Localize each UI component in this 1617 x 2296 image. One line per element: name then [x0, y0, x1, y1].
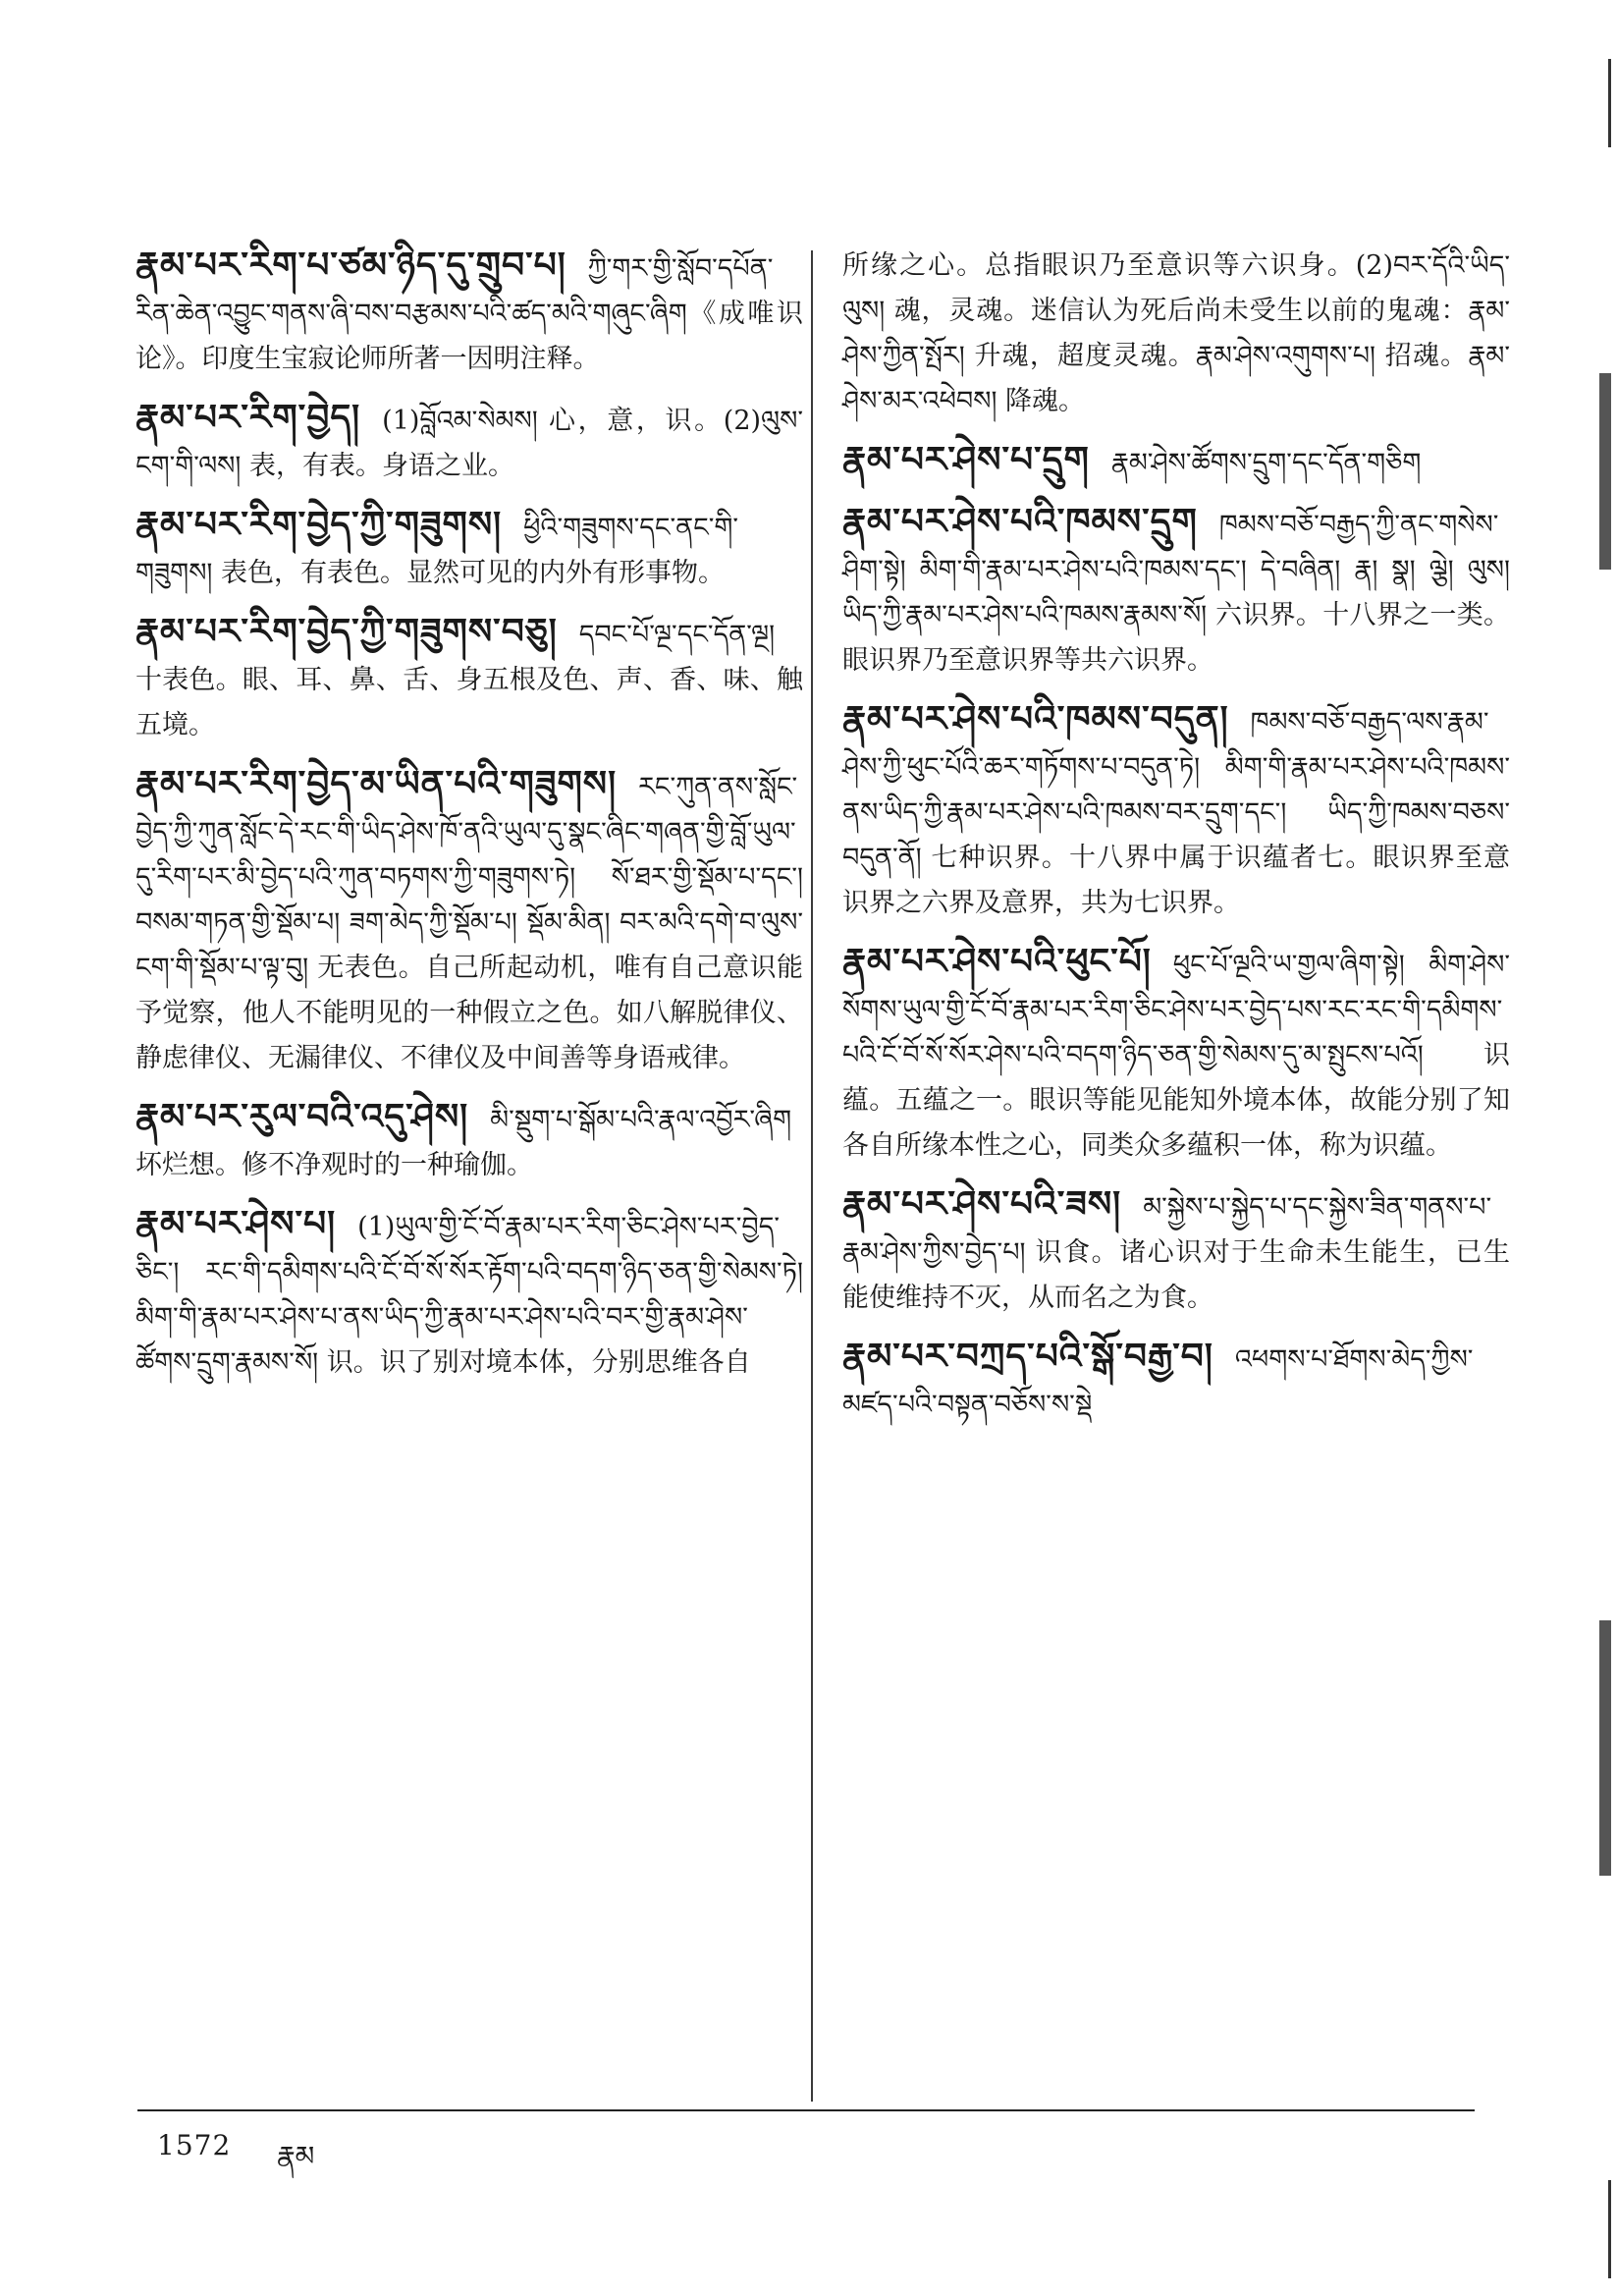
- dictionary-entry: [135, 762, 803, 1081]
- binding-mark: [1599, 373, 1611, 570]
- entry-definition: རྣམ་ཤེས་ཚོགས་དྲུག་དང་དོན་གཅིག: [1110, 448, 1422, 478]
- dictionary-entry: [842, 1335, 1510, 1428]
- entry-definition: ཀྱི་གར་གྱི་སློབ་དཔོན་རིན་ཆེན་འབྱུང་གནས་ཞི་བས་བརྩམས་པའི་ཚད་མའི་གཞུང་ཞིག《成唯识论》。印度生宝寂论师所著一因明注释。: [135, 253, 803, 374]
- entry-headword: རྣམ་པར་ཤེས་པའི་ཁམས་དྲུག: [842, 502, 1198, 542]
- dictionary-entry: [135, 244, 803, 382]
- entry-headword: རྣམ་པར་ཤེས་པའི་ཕུང་པོ།: [842, 942, 1152, 982]
- right-column: [842, 244, 1510, 1442]
- entry-headword: རྣམ་པར་ཤེས་པ་དྲུག: [842, 440, 1090, 480]
- dictionary-entry: [842, 500, 1510, 683]
- dictionary-entry: [135, 396, 803, 489]
- entry-definition: མི་སྡུག་པ་སྒོམ་པའི་རྣལ་འབྱོར་ཞིག 坏烂想。修不净观时的一种瑜伽。: [135, 1105, 792, 1180]
- column-divider: [811, 250, 813, 2102]
- dictionary-entry: [135, 1095, 803, 1188]
- entry-definition: རང་ཀུན་ནས་སློང་བྱེད་ཀྱི་ཀུན་སློང་དེ་རང་གི་ཡིད་ཤེས་ཁོ་ནའི་ཡུལ་དུ་སྣང་ཞིང་གཞན་གྱི་བློ་ཡུལ་དུ་རིག་པར་མི་བྱེད་པའི་ཀུན་བཏགས་ཀྱི་གཟུགས་ཏེ། སོ་ཐར་གྱི་སྡོམ་པ་དང་། བསམ་གཏན་གྱི་སྡོམ་པ། ཟག་མེད་ཀྱི་སྡོམ་པ། སྡོམ་མིན། བར་མའི་དགེ་བ་ལུས་ངག་གི་སྡོམ་པ་ལྟ་བུ། 无表色。自己所起动机，唯有自己意识能予觉察，他人不能明见的一种假立之色。如八解脱律仪、静虑律仪、无漏律仪、不律仪及中间善等身语戒律。: [135, 772, 803, 1073]
- left-column: [135, 244, 803, 1399]
- entry-headword: རྣམ་པར་རིག་བྱེད་ཀྱི་གཟུགས།: [135, 505, 503, 545]
- dictionary-entry: [842, 940, 1510, 1169]
- entry-definition: (1)ཡུལ་གྱི་ངོ་བོ་རྣམ་པར་རིག་ཅིང་ཤེས་པར་བྱེད་ཅིང་། རང་གི་དམིགས་པའི་ངོ་བོ་སོ་སོར་རྟོག་པའི་བདག་ཉིད་ཅན་གྱི་སེམས་ཏེ། མིག་གི་རྣམ་པར་ཤེས་པ་ནས་ཡིད་ཀྱི་རྣམ་པར་ཤེས་པའི་བར་གྱི་རྣམ་ཤེས་ཚོགས་དྲུག་རྣམས་སོ། 识。识了别对境本体，分别思维各自: [135, 1212, 803, 1378]
- entry-definition: ཕུང་པོ་ལྔའི་ཡ་གྱལ་ཞིག་སྟེ། མིག་ཤེས་སོགས་ཡུལ་གྱི་ངོ་བོ་རྣམ་པར་རིག་ཅིང་ཤེས་པར་བྱེད་པས་རང་རང་གི་དམིགས་པའི་ངོ་བོ་སོ་སོར་ཤེས་པའི་བདག་ཉིད་ཅན་གྱི་སེམས་དུ་མ་སྤུངས་པའོ། 识蕴。五蕴之一。眼识等能见能知外境本体，故能分别了知各自所缘本性之心，同类众多蕴积一体，称为识蕴。: [842, 950, 1510, 1161]
- dictionary-entry: [842, 438, 1510, 486]
- entry-headword: རྣམ་པར་རིག་བྱེད།: [135, 398, 361, 438]
- binding-mark: [1599, 1620, 1611, 1876]
- entry-definition: ཁམས་བཅོ་བརྒྱད་ཀྱི་ནང་གསེས་ཤིག་སྟེ། མིག་གི་རྣམ་པར་ཤེས་པའི་ཁམས་དང་། དེ་བཞིན། རྣ། སྣ། ལྕེ། ལུས། ཡིད་ཀྱི་རྣམ་པར་ཤེས་པའི་ཁམས་རྣམས་སོ། 六识界。十八界之一类。眼识界乃至意识界等共六识界。: [842, 510, 1510, 676]
- entry-headword: རྣམ་པར་ཤེས་པའི་ཁམས་བདུན།: [842, 699, 1229, 739]
- entry-definition: 所缘之心。总指眼识乃至意识等六识身。(2)བར་དོའི་ཡིད་ལུས། 魂，灵魂。迷信认为死后尚未受生以前的鬼魂：རྣམ་ཤེས་ཀྱིན་སྤོར། 升魂，超度灵魂。རྣམ་ཤེས་འགུགས་པ། 招魂。རྣམ་ཤེས་མར་འཕེབས། 降魂。: [842, 250, 1510, 416]
- entry-definition: ཕྱིའི་གཟུགས་དང་ནང་གི་གཟུགས། 表色，有表色。显然可见的内外有形事物。: [135, 513, 739, 588]
- binding-edge-marks: [1558, 0, 1617, 2296]
- entry-definition: ཁམས་བཅོ་བརྒྱད་ལས་རྣམ་ཤེས་ཀྱི་ཕུང་པོའི་ཆར་གཏོགས་པ་བདུན་ཏེ། མིག་གི་རྣམ་པར་ཤེས་པའི་ཁམས་ནས་ཡིད་ཀྱི་རྣམ་པར་ཤེས་པའི་ཁམས་བར་དྲུག་དང་། ཡིད་ཀྱི་ཁམས་བཅས་བདུན་ནོ། 七种识界。十八界中属于识蕴者七。眼识界至意识界之六界及意界，共为七识界。: [842, 707, 1510, 918]
- entry-headword: རྣམ་པར་རིག་བྱེད་མ་ཡིན་པའི་གཟུགས།: [135, 764, 618, 804]
- binding-mark: [1608, 2180, 1611, 2278]
- entry-definition: མ་སྐྱེས་པ་སྐྱེད་པ་དང་སྐྱེས་ཟིན་གནས་པ་རྣམ་ཤེས་ཀྱིས་བྱེད་པ། 识食。诸心识对于生命未生能生，已生能使维持不灭，从而名之为食。: [842, 1192, 1510, 1313]
- dictionary-entry: [842, 1182, 1510, 1321]
- entry-headword: རྣམ་པར་ཤེས་པའི་ཟས།: [842, 1184, 1122, 1225]
- entry-definition: དབང་པོ་ལྔ་དང་དོན་ལྔ། 十表色。眼、耳、鼻、舌、身五根及色、声、香、味、触五境。: [135, 620, 803, 740]
- dictionary-entry: [842, 697, 1510, 926]
- entry-headword: རྣམ་པར་རིག་པ་ཙམ་ཉིད་དུ་གྲུབ་པ།: [135, 246, 566, 286]
- dictionary-entry: [135, 1202, 803, 1386]
- entry-headword: རྣམ་པར་རིག་བྱེད་ཀྱི་གཟུགས་བཅུ།: [135, 612, 558, 652]
- binding-mark: [1608, 59, 1611, 147]
- running-head: རྣམ: [277, 2140, 315, 2172]
- footer-rule: [137, 2109, 1475, 2111]
- entry-headword: རྣམ་པར་ཤེས་པ།: [135, 1204, 337, 1244]
- entry-headword: རྣམ་པར་བཀྲད་པའི་སྒོ་བརྒྱ་བ།: [842, 1337, 1213, 1377]
- dictionary-entry-continued: [842, 244, 1510, 424]
- entry-definition: (1)བློའམ་སེམས། 心，意，识。(2)ལུས་ངག་གི་ལས། 表，有表。身语之业。: [135, 406, 803, 481]
- entry-headword: རྣམ་པར་རུལ་བའི་འདུ་ཤེས།: [135, 1097, 469, 1137]
- page-number: 1572: [157, 2129, 232, 2161]
- dictionary-entry: [135, 503, 803, 596]
- dictionary-entry: [135, 610, 803, 748]
- entry-definition: འཕགས་པ་ཐོགས་མེད་ཀྱིས་མཛད་པའི་བསྟན་བཅོས་ས་སྡེ: [842, 1344, 1474, 1420]
